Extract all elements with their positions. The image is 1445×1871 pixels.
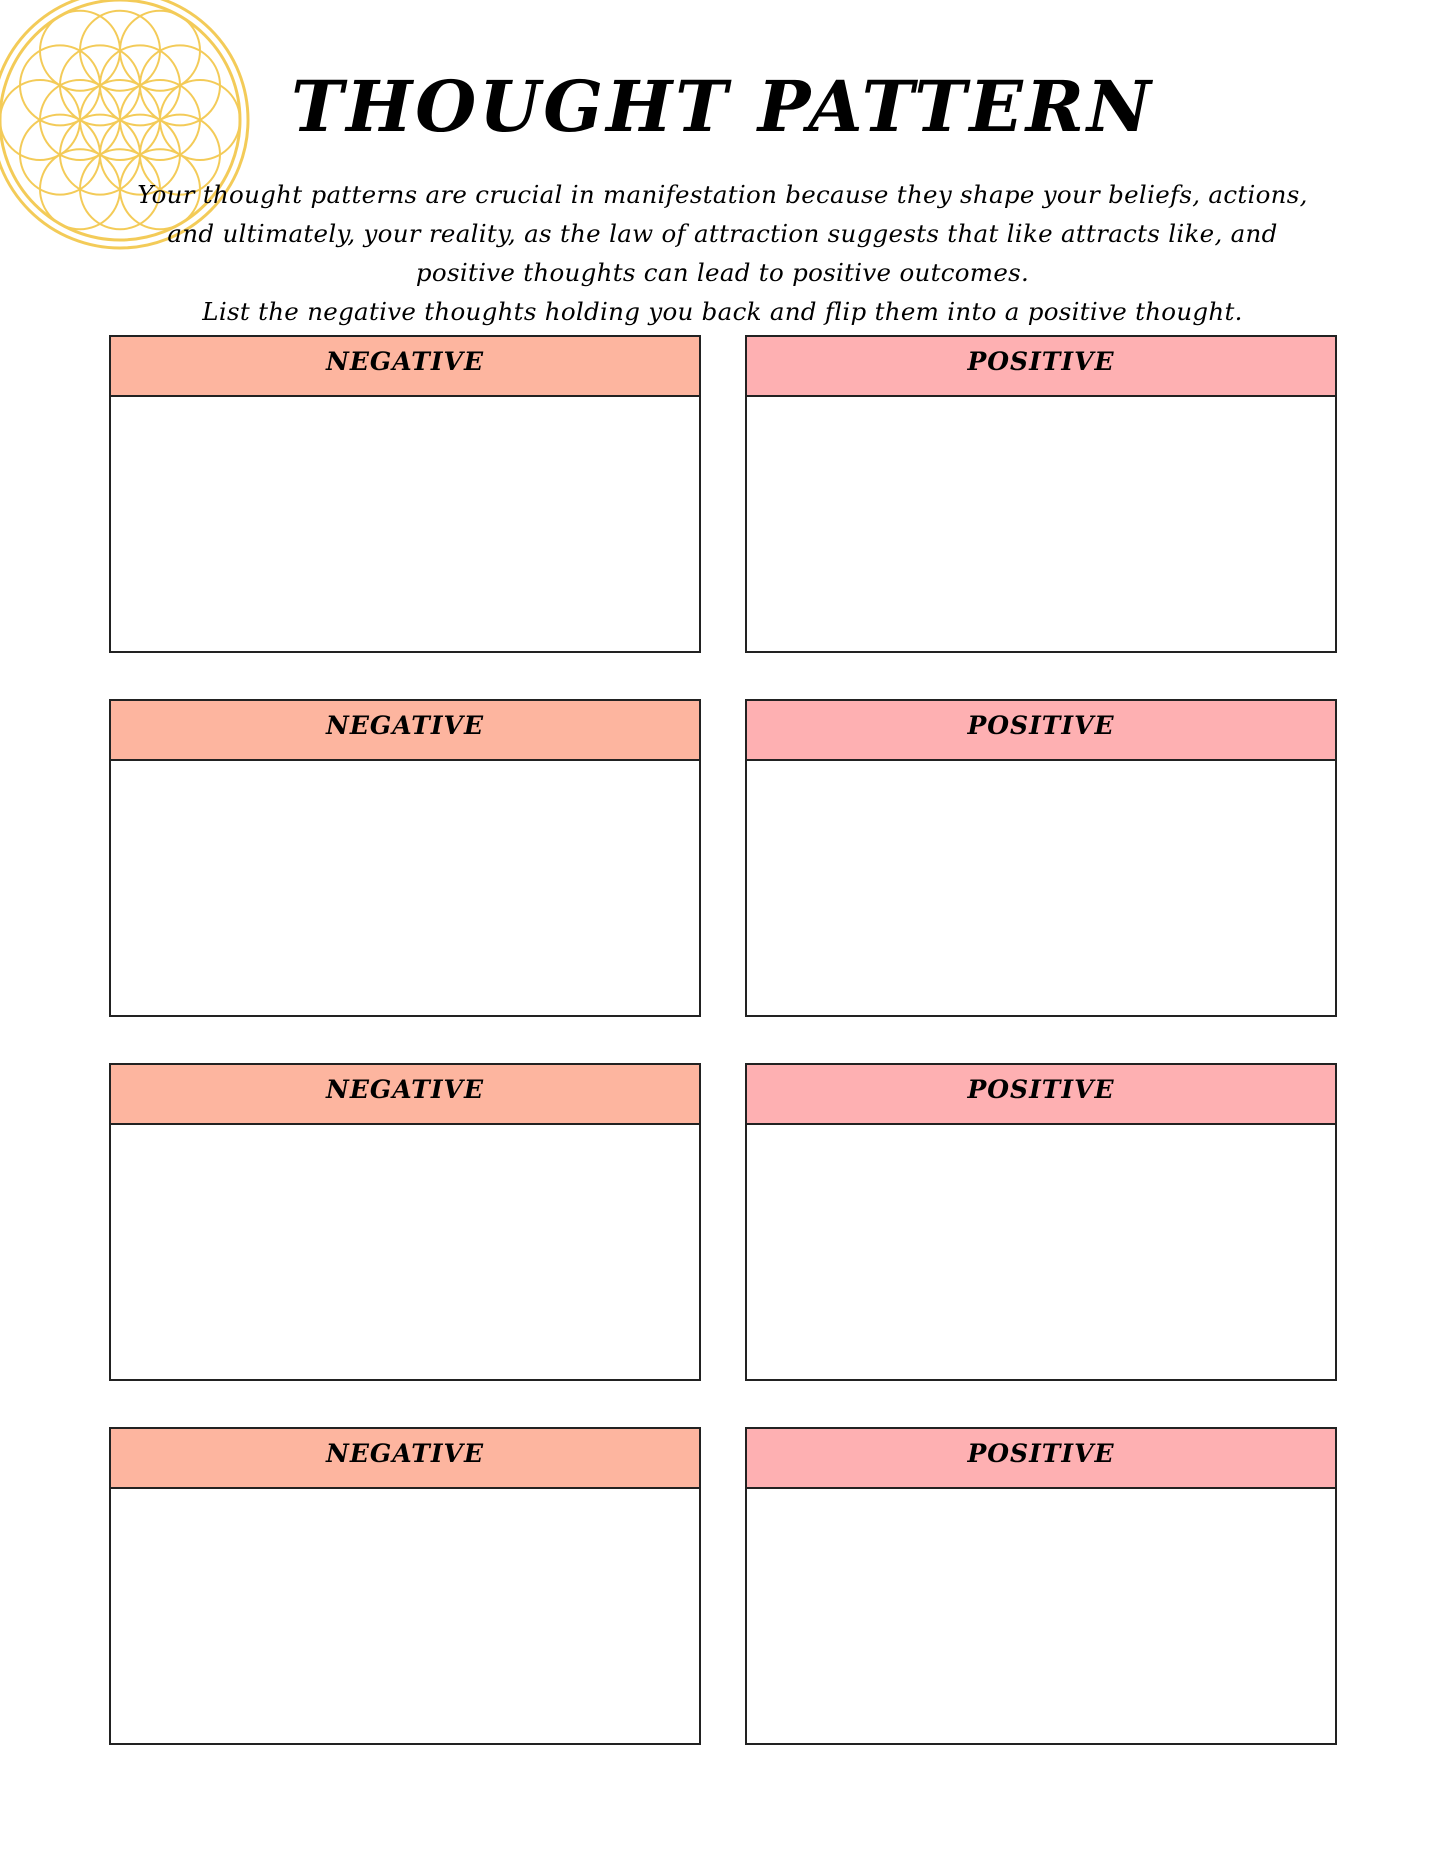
negative-writing-area[interactable] (111, 1489, 699, 1743)
negative-header: NEGATIVE (111, 1429, 699, 1489)
intro-line: List the negative thoughts holding you back and flip them into a positive thought. (202, 297, 1243, 326)
positive-box (745, 699, 1337, 1017)
positive-header: POSITIVE (747, 1065, 1335, 1125)
intro-line: positive thoughts can lead to positive outcomes. (415, 258, 1030, 287)
intro-line: and ultimately, your reality, as the law of attraction suggests that like attracts like, and (167, 219, 1278, 248)
intro-text (110, 175, 1335, 331)
negative-box (109, 1063, 701, 1381)
positive-box (745, 1063, 1337, 1381)
page-title: THOUGHT PATTERN (291, 65, 1154, 148)
positive-writing-area[interactable] (747, 761, 1335, 1015)
positive-header: POSITIVE (747, 1429, 1335, 1489)
negative-box (109, 1427, 701, 1745)
positive-writing-area[interactable] (747, 1125, 1335, 1379)
positive-box (745, 335, 1337, 653)
negative-writing-area[interactable] (111, 1125, 699, 1379)
negative-writing-area[interactable] (111, 761, 699, 1015)
negative-box (109, 699, 701, 1017)
negative-box (109, 335, 701, 653)
negative-writing-area[interactable] (111, 397, 699, 651)
positive-header: POSITIVE (747, 701, 1335, 761)
positive-writing-area[interactable] (747, 397, 1335, 651)
positive-box (745, 1427, 1337, 1745)
negative-header: NEGATIVE (111, 337, 699, 397)
positive-header: POSITIVE (747, 337, 1335, 397)
intro-line: Your thought patterns are crucial in manifestation because they shape your beliefs, actions, (137, 180, 1308, 209)
negative-header: NEGATIVE (111, 701, 699, 761)
negative-header: NEGATIVE (111, 1065, 699, 1125)
positive-writing-area[interactable] (747, 1489, 1335, 1743)
